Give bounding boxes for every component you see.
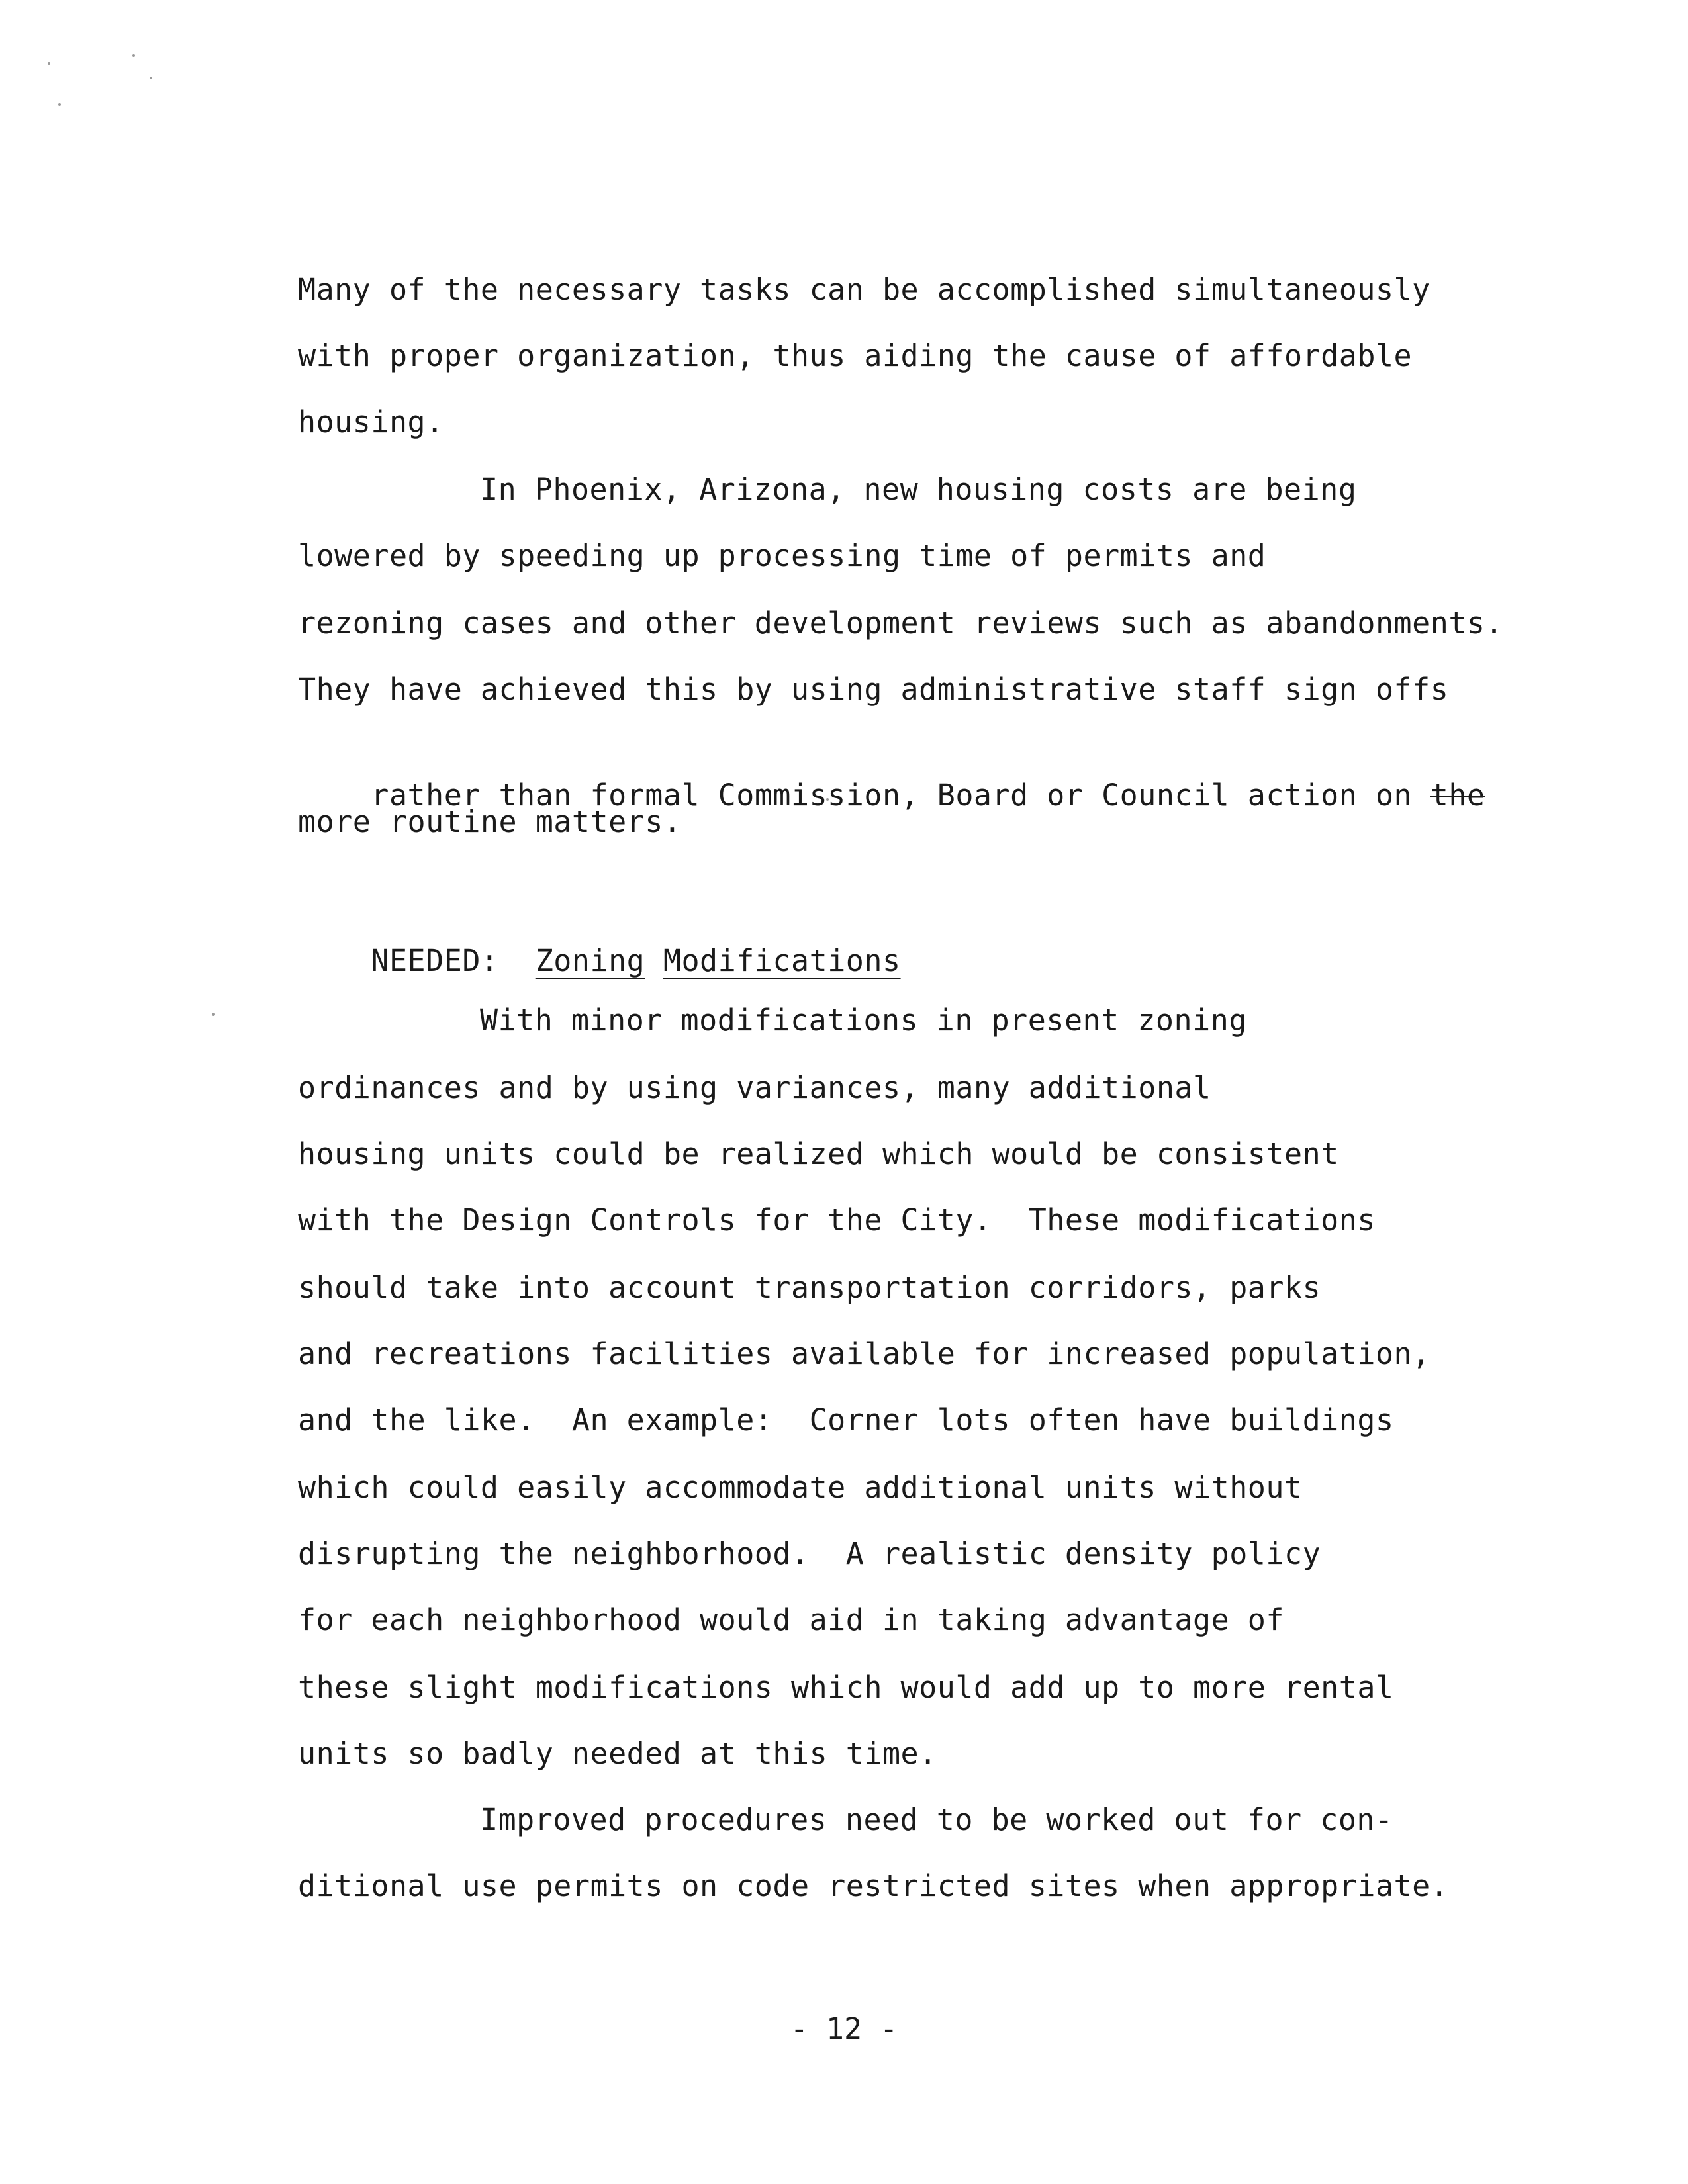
body-text-line: units so badly needed at this time. (298, 1736, 937, 1771)
body-text-line: with proper organization, thus aiding the cause of affordable (298, 338, 1413, 373)
scan-speck (48, 62, 50, 65)
body-text-line: which could easily accommodate additional units without (298, 1470, 1303, 1505)
body-text-line: With minor modifications in present zoning (480, 1003, 1247, 1038)
body-text-line: housing units could be realized which would be consistent (298, 1136, 1339, 1171)
body-text-line: with the Design Controls for the City. These modifications (298, 1203, 1376, 1238)
body-text-line: rezoning cases and other development reviews such as abandonments. (298, 606, 1504, 641)
scan-speck (58, 103, 61, 106)
body-text-line: lowered by speeding up processing time of permits and (298, 538, 1266, 573)
body-text-line: and the like. An example: Corner lots often have buildings (298, 1402, 1394, 1437)
body-text-line: more routine matters. (298, 804, 682, 839)
body-text-line: disrupting the neighborhood. A realistic density policy (298, 1536, 1321, 1571)
body-text-line: housing. (298, 404, 444, 439)
scan-speck (132, 54, 135, 57)
body-text-line: ditional use permits on code restricted sites when appropriate. (298, 1868, 1449, 1903)
struck-through-word: the (1430, 778, 1485, 813)
body-text-line: for each neighborhood would aid in taking advantage of (298, 1602, 1284, 1637)
body-text-line: Improved procedures need to be worked out for con- (480, 1802, 1393, 1837)
body-text-line: and recreations facilities available for increased population, (298, 1336, 1430, 1371)
body-text-line: these slight modifications which would add up to more rental (298, 1670, 1394, 1705)
page-number: - 12 - (790, 2011, 898, 2046)
section-heading-title-word: Modifications (663, 943, 901, 978)
scan-speck (212, 1013, 215, 1016)
body-text-line: Many of the necessary tasks can be accomplished simultaneously (298, 272, 1430, 307)
body-text-segment: rather than formal Commission, Board or Council action on (371, 778, 1430, 813)
body-text-line: They have achieved this by using administrative staff sign offs (298, 672, 1449, 707)
scan-speck (150, 77, 152, 79)
section-heading-title-word: Zoning (535, 943, 645, 978)
body-text-line: ordinances and by using variances, many additional (298, 1070, 1211, 1105)
section-heading-prefix: NEEDED: (371, 943, 499, 978)
body-text-line: In Phoenix, Arizona, new housing costs are being (480, 472, 1357, 507)
body-text-line: should take into account transportation corridors, parks (298, 1270, 1321, 1305)
